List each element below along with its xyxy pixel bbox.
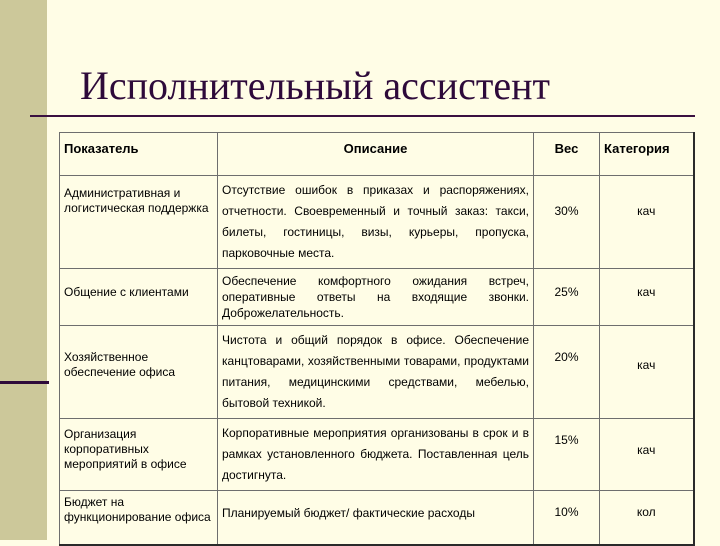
row-indicator: Бюджет на функционирование офиса: [60, 491, 218, 545]
row-weight: 15%: [534, 419, 600, 491]
row-indicator: Общение с клиентами: [60, 269, 218, 326]
slide-title: Исполнительный ассистент: [80, 63, 550, 108]
row-weight: 20%: [534, 326, 600, 419]
row-weight: 10%: [534, 491, 600, 545]
row-description: Отсутствие ошибок в приказах и распоряжениях, отчетности. Своевременный и точный заказ: такси, билеты, гостиницы, визы, курьеры, пропуска, парковочные места.: [218, 176, 534, 269]
left-decor-bar: [0, 0, 47, 540]
row-indicator: Организация корпоративных мероприятий в офисе: [60, 419, 218, 491]
table-row: [60, 326, 694, 419]
header-indicator: Показатель: [60, 133, 218, 176]
row-description: Обеспечение комфортного ожидания встреч, оперативные ответы на входящие звонки. Доброжелательность.: [218, 269, 534, 326]
header-category: Категория: [600, 133, 694, 176]
row-category: кач: [600, 269, 694, 326]
left-decor-divider: [0, 381, 49, 384]
row-weight: 30%: [534, 176, 600, 269]
row-category: кач: [600, 419, 694, 491]
header-weight: Вес: [534, 133, 600, 176]
kpi-table: [59, 132, 695, 546]
row-indicator: Административная и логистическая поддержка: [60, 176, 218, 269]
row-category: кач: [600, 176, 694, 269]
table-row: [60, 176, 694, 269]
table-row: [60, 419, 694, 491]
row-indicator: Хозяйственное обеспечение офиса: [60, 326, 218, 419]
row-description: Чистота и общий порядок в офисе. Обеспечение канцтоварами, хозяйственными товарами, продуктами питания, медицинскими средствами, мебелью, бытовой техникой.: [218, 326, 534, 419]
header-description: Описание: [218, 133, 534, 176]
row-category: кач: [600, 326, 694, 419]
table-header-row: [60, 133, 694, 176]
table-row: [60, 269, 694, 326]
row-weight: 25%: [534, 269, 600, 326]
row-category: кол: [600, 491, 694, 545]
row-description: Планируемый бюджет/ фактические расходы: [218, 491, 534, 545]
title-underline: [30, 115, 695, 117]
row-description: Корпоративные мероприятия организованы в срок и в рамках установленного бюджета. Поставленная цель достигнута.: [218, 419, 534, 491]
table-row: [60, 491, 694, 545]
